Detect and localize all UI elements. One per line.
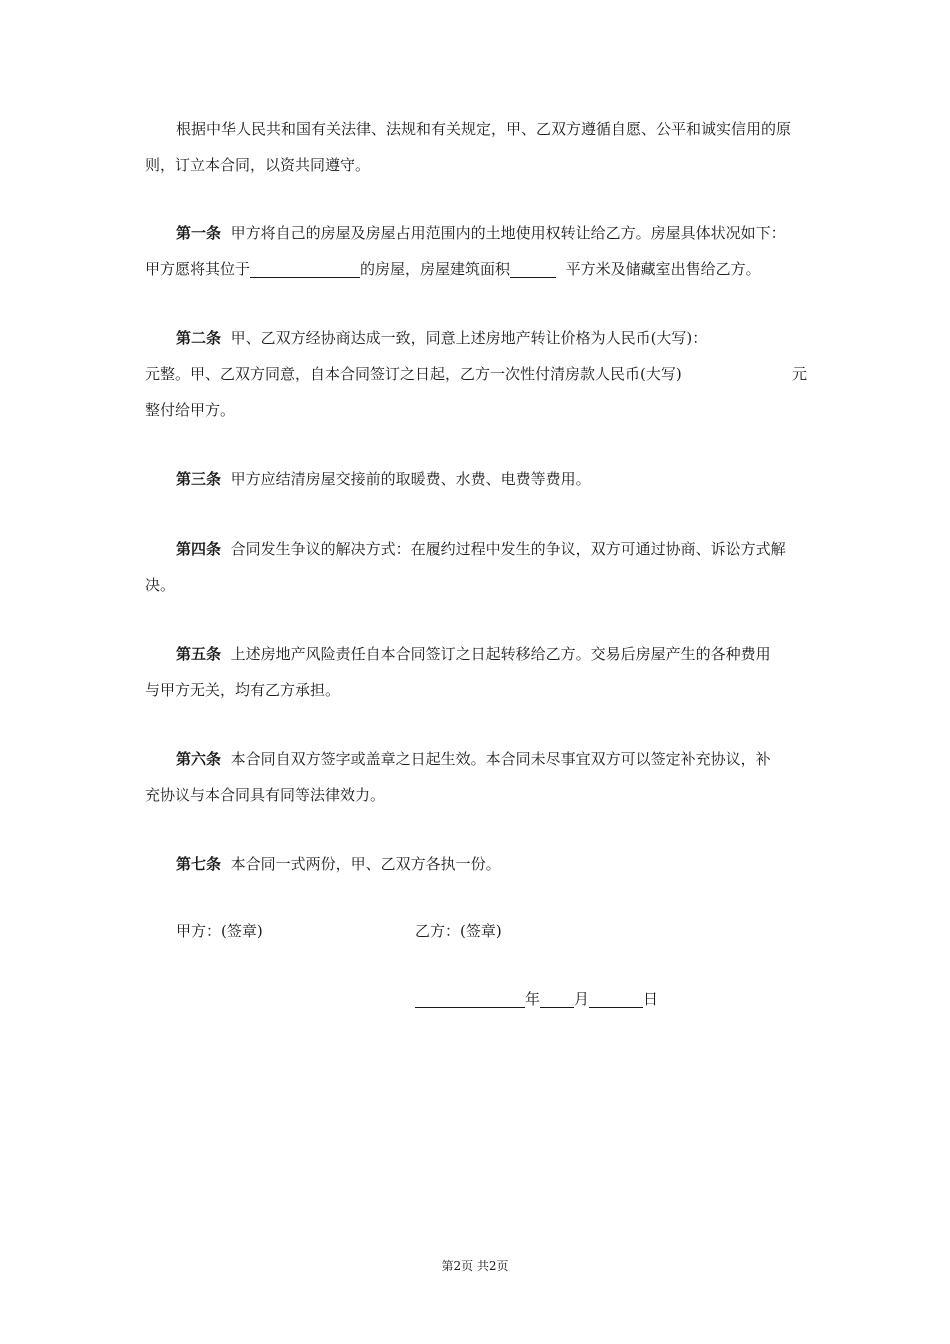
day-blank[interactable] xyxy=(589,989,643,1008)
month-label: 月 xyxy=(574,990,590,1008)
article-5 xyxy=(145,636,810,708)
page-number: 第2页 共2页 xyxy=(441,1259,509,1273)
article-4-title: 第四条 xyxy=(176,540,222,558)
article-5-line-1: 上述房地产风险责任自本合同签订之日起转移给乙方。交易后房屋产生的各种费用 xyxy=(230,645,771,663)
article-7-title: 第七条 xyxy=(176,855,222,873)
day-label: 日 xyxy=(643,990,659,1008)
article-2-line-2a: 元整。甲、乙双方同意，自本合同签订之日起，乙方一次性付清房款人民币(大写) xyxy=(145,365,682,383)
party-b-signature: 乙方：(签章) xyxy=(415,922,502,940)
article-3-line-1: 甲方应结清房屋交接前的取暖费、水费、电费等费用。 xyxy=(230,470,591,488)
intro-line-2: 则，订立本合同，以资共同遵守。 xyxy=(145,156,371,174)
article-2-line-3: 整付给甲方。 xyxy=(145,401,236,419)
article-1 xyxy=(145,215,810,287)
article-6-title: 第六条 xyxy=(176,750,222,768)
article-5-title: 第五条 xyxy=(176,645,222,663)
intro-paragraph xyxy=(145,111,810,183)
article-5-line-2: 与甲方无关，均有乙方承担。 xyxy=(145,681,341,699)
article-2-line-1: 甲、乙双方经协商达成一致，同意上述房地产转让价格为人民币(大写)： xyxy=(230,329,708,347)
party-a-signature: 甲方：(签章) xyxy=(176,922,263,940)
year-blank[interactable] xyxy=(415,989,525,1008)
article-7 xyxy=(145,846,810,882)
article-3 xyxy=(145,461,810,497)
article-4 xyxy=(145,531,810,603)
article-6-line-2: 充协议与本合同具有同等法律效力。 xyxy=(145,786,386,804)
article-1-line-2a: 甲方愿将其位于 xyxy=(145,260,251,278)
article-7-line-1: 本合同一式两份，甲、乙双方各执一份。 xyxy=(230,855,501,873)
date-line xyxy=(415,988,658,1009)
location-blank[interactable] xyxy=(250,259,360,278)
month-blank[interactable] xyxy=(540,989,574,1008)
article-3-title: 第三条 xyxy=(176,470,222,488)
article-2-line-2b: 元 xyxy=(791,365,807,383)
intro-line-1: 根据中华人民共和国有关法律、法规和有关规定，甲、乙双方遵循自愿、公平和诚实信用的原 xyxy=(176,120,792,138)
article-1-title: 第一条 xyxy=(176,224,222,242)
year-label: 年 xyxy=(525,990,541,1008)
article-1-line-1: 甲方将自己的房屋及房屋占用范围内的土地使用权转让给乙方。房屋具体状况如下： xyxy=(230,224,786,242)
article-4-line-1: 合同发生争议的解决方式：在履约过程中发生的争议，双方可通过协商、诉讼方式解 xyxy=(230,540,786,558)
article-4-line-2: 决。 xyxy=(145,576,176,594)
article-2-title: 第二条 xyxy=(176,329,222,347)
article-2 xyxy=(145,320,810,428)
article-1-line-2b: 的房屋，房屋建筑面积 xyxy=(360,260,511,278)
article-6 xyxy=(145,741,810,813)
area-blank[interactable] xyxy=(510,259,556,278)
article-6-line-1: 本合同自双方签字或盖章之日起生效。本合同未尽事宜双方可以签定补充协议，补 xyxy=(230,750,771,768)
article-1-line-2c: 平方米及储藏室出售给乙方。 xyxy=(565,260,761,278)
